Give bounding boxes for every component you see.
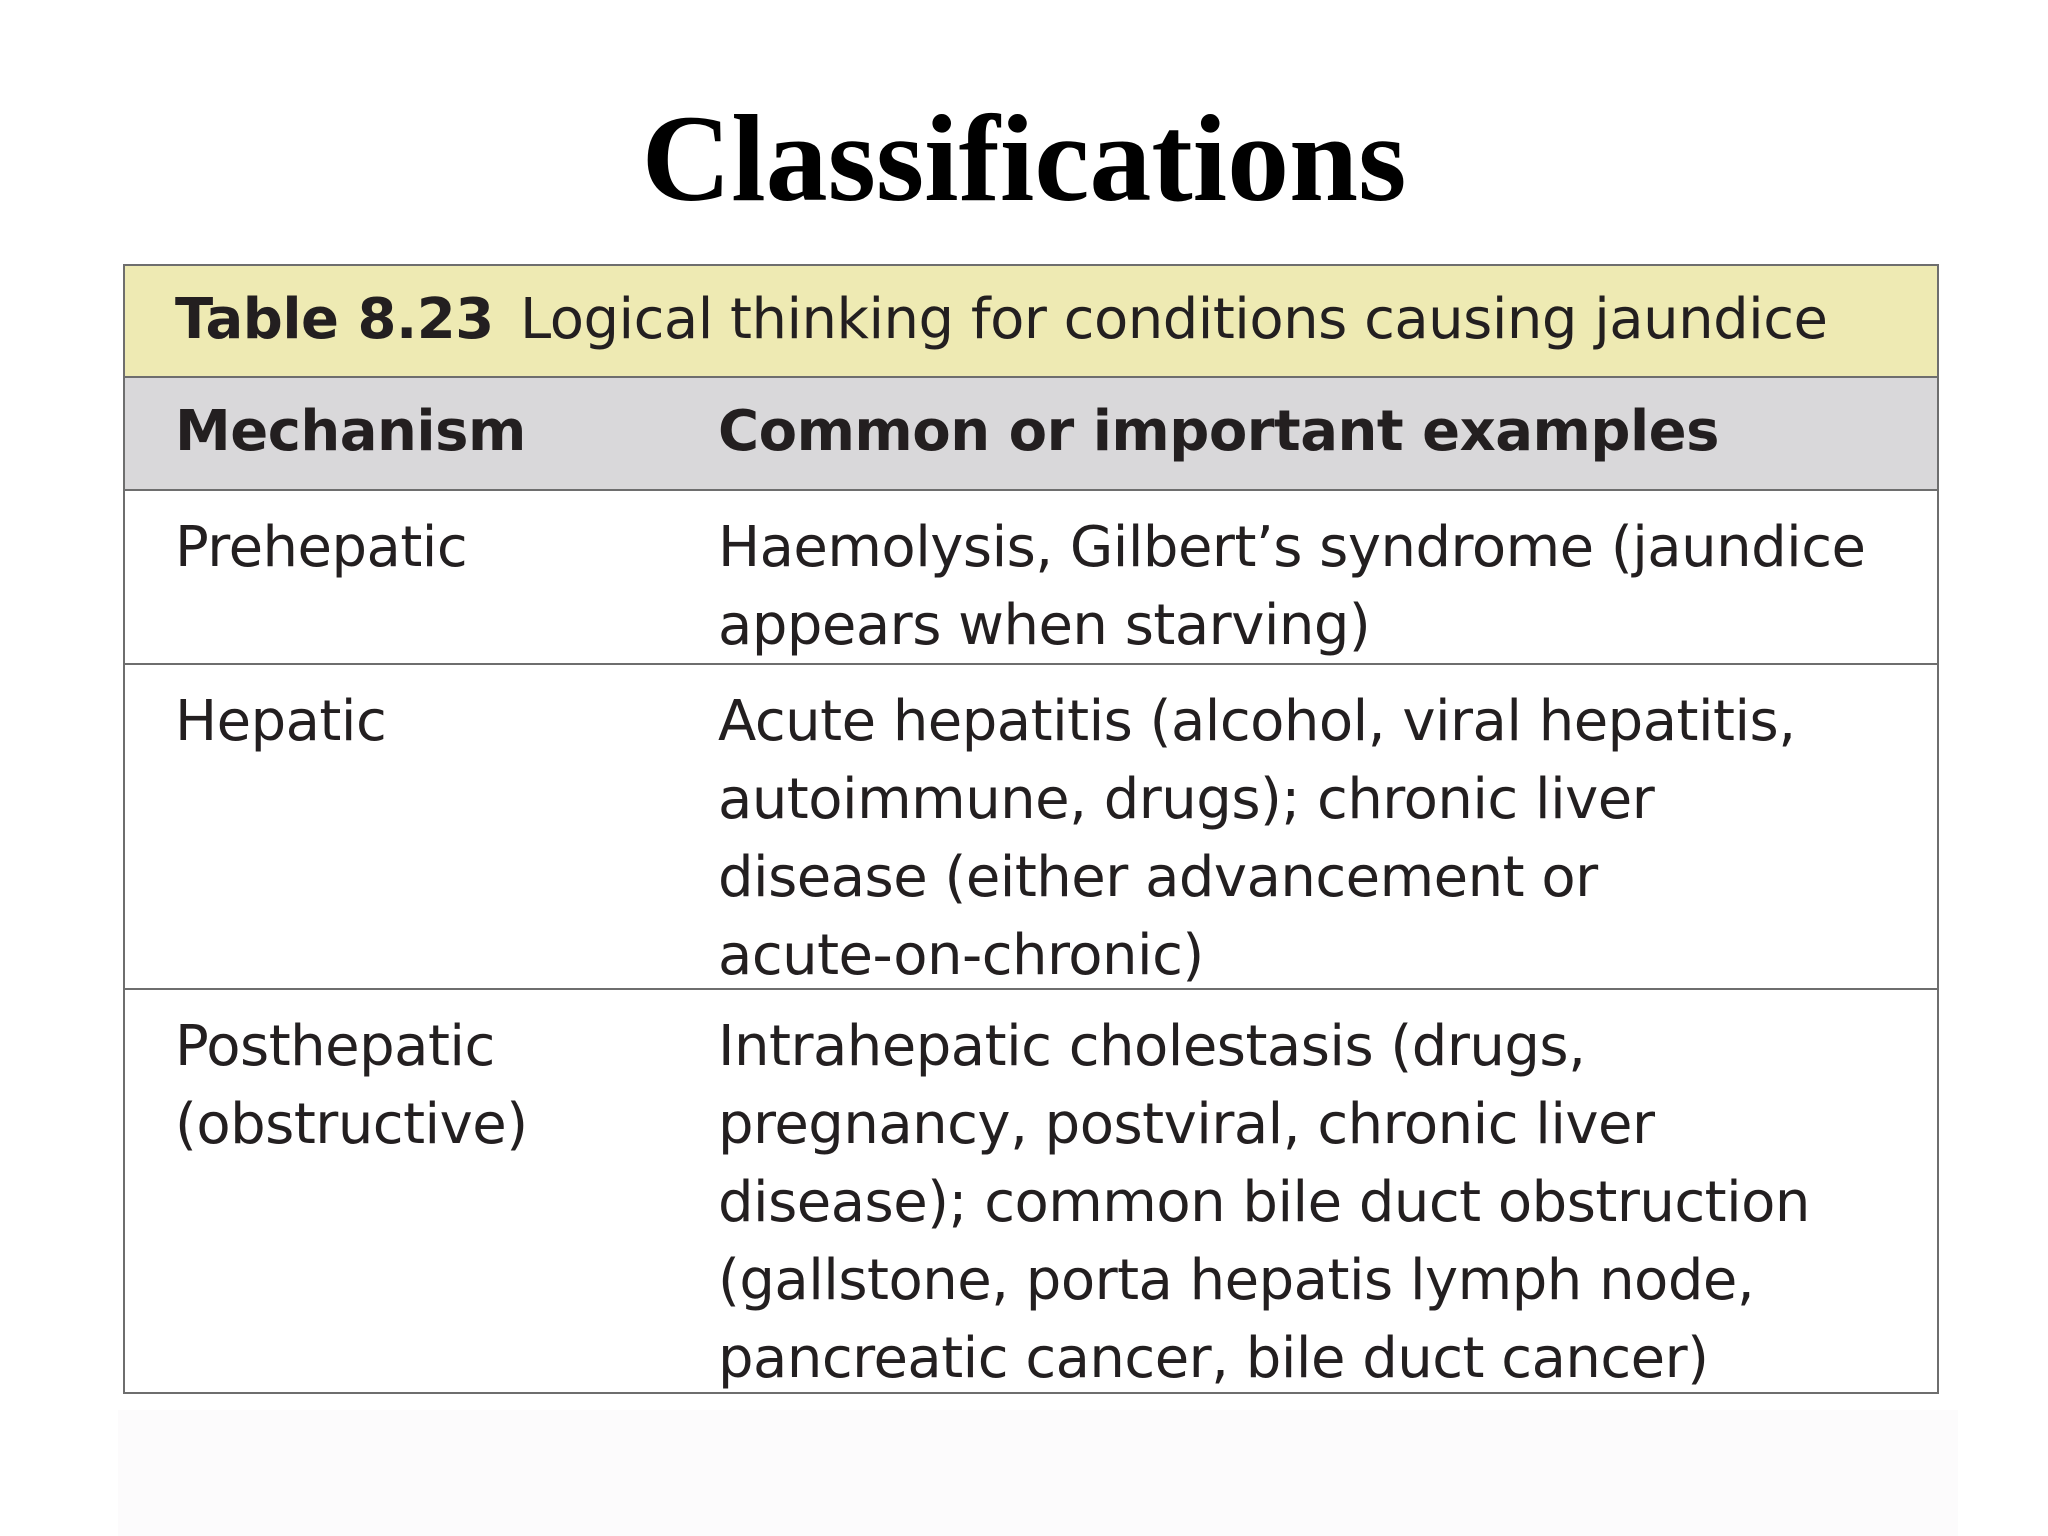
table-caption-number: Table 8.23 — [175, 287, 494, 352]
mechanism-text: Posthepatic — [175, 1014, 495, 1079]
jaundice-table — [123, 264, 1939, 1394]
examples-cell — [718, 683, 1918, 995]
examples-text: Haemolysis, Gilbert’s syndrome (jaundice — [718, 515, 1866, 580]
column-header-mechanism: Mechanism — [175, 399, 526, 464]
mechanism-cell — [175, 683, 675, 761]
table-header-row — [125, 378, 1937, 491]
examples-text: Intrahepatic cholestasis (drugs, — [718, 1014, 1586, 1079]
mechanism-cell — [175, 509, 675, 587]
column-header-examples: Common or important examples — [718, 399, 1719, 464]
examples-text: acute-on-chronic) — [718, 923, 1204, 988]
mechanism-text: (obstructive) — [175, 1092, 528, 1157]
examples-text: disease (either advancement or — [718, 845, 1598, 910]
examples-text: disease); common bile duct obstruction — [718, 1170, 1810, 1235]
examples-text: autoimmune, drugs); chronic liver — [718, 767, 1655, 832]
examples-text: Acute hepatitis (alcohol, viral hepatitis, — [718, 689, 1796, 754]
examples-text: appears when starving) — [718, 593, 1371, 658]
mechanism-cell — [175, 1008, 675, 1164]
mechanism-text: Prehepatic — [175, 515, 468, 580]
examples-cell — [718, 509, 1918, 665]
examples-text: pregnancy, postviral, chronic liver — [718, 1092, 1655, 1157]
mechanism-text: Hepatic — [175, 689, 387, 754]
examples-cell — [718, 1008, 1918, 1398]
examples-text: pancreatic cancer, bile duct cancer) — [718, 1326, 1709, 1391]
table-row — [125, 665, 1937, 990]
examples-text: (gallstone, porta hepatis lymph node, — [718, 1248, 1755, 1313]
table-row — [125, 491, 1937, 665]
table-caption — [125, 266, 1937, 378]
table-caption-text: Logical thinking for conditions causing jaundice — [520, 287, 1828, 352]
slide-title: Classifications — [641, 90, 1407, 227]
table-row — [125, 990, 1937, 1392]
background-panel — [118, 1410, 1958, 1536]
